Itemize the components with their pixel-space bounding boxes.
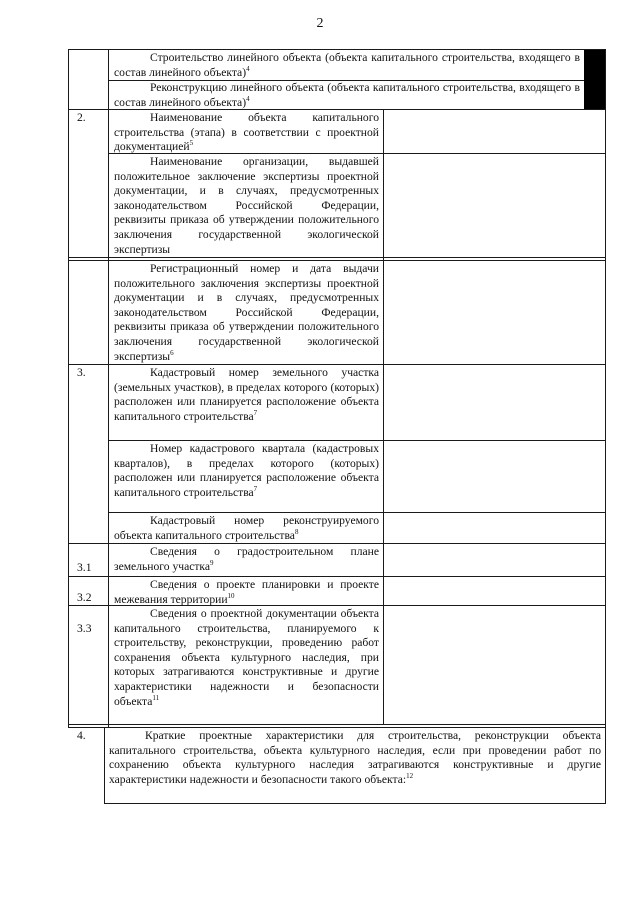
row-project-documentation (114, 607, 379, 709)
rule (109, 512, 606, 513)
footnote-ref: 5 (189, 139, 194, 148)
row-text: Сведения о проектной документации объекта капитального строительства, планируемого к строительству, реконструкции, проведению работ сохранения объекта культурного наследия, при которых затрагиваются конструктивные и другие характеристики надежности и безопасности объекта (114, 607, 379, 708)
footnote-ref: 7 (253, 408, 258, 417)
rule-top (68, 49, 606, 50)
footnote-ref: 6 (170, 348, 174, 357)
rule (68, 576, 606, 577)
rule-bottom (104, 803, 606, 804)
footnote-ref: 10 (227, 591, 235, 600)
row-linear-construction (114, 51, 580, 80)
row-expertise-registration (114, 262, 379, 364)
footnote-ref: 4 (246, 64, 250, 73)
rule (68, 727, 606, 728)
footnote-ref: 9 (210, 558, 214, 567)
row-text: Номер кадастрового квартала (кадастровых кварталов), в пределах которого (которых) расположен или планируется расположение объекта капитального строительства (114, 442, 379, 499)
row-number: 3.2 (77, 591, 92, 604)
row-number: 4. (77, 729, 86, 742)
rule (68, 724, 606, 725)
row-project-characteristics (109, 729, 601, 787)
row-cadastral-quarter (114, 442, 379, 500)
row-territory-plan (114, 578, 379, 607)
row-text: Регистрационный номер и дата выдачи положительного заключения экспертизы проектной документации и в случаях, предусмотренных законодательством Российской Федерации, реквизиты приказа об утверждении положительного заключения государственной экологической экспертизы (114, 262, 379, 363)
row-object-name (114, 111, 379, 155)
footnote-ref: 11 (152, 693, 160, 702)
row-number: 2. (77, 111, 86, 124)
rule (109, 440, 606, 441)
rule-num-col (108, 49, 109, 728)
row-urban-plan (114, 545, 379, 574)
row-text: Сведения о проекте планировки и проекте межевания территории (114, 578, 379, 606)
row-expertise-organization (114, 155, 379, 257)
footnote-ref: 8 (294, 527, 299, 536)
rule (68, 260, 606, 261)
rule-value-col (383, 109, 384, 725)
footnote-ref: 12 (406, 771, 414, 780)
row-number: 3.3 (77, 622, 92, 635)
row-text: Строительство линейного объекта (объекта капитального строительства, входящего в состав линейного объекта) (114, 51, 580, 79)
row-text: Кадастровый номер земельного участка (земельных участков), в пределах которого (которых) расположен или планируется расположение объекта капитального строительства (114, 366, 379, 423)
page-number: 2 (316, 16, 324, 31)
row-text: Наименование организации, выдавшей положительное заключение экспертизы проектной документации, и в случаях, предусмотренных законодательством Российской Федерации, реквизиты приказа об утверждении положительного заключения государственной экологической экспертизы (114, 155, 379, 256)
row-linear-reconstruction (114, 81, 580, 110)
row-text: Краткие проектные характеристики для строительства, реконструкции объекта капитального строительства, объекта культурного наследия, если при проведении работ по сохранению объекта культурного наследия затрагиваются конструктивные и другие характеристики надежности и безопасности такого объекта: (109, 729, 601, 786)
redaction-block-1 (584, 50, 606, 81)
row-cadastral-object (114, 514, 379, 543)
row-text: Кадастровый номер реконструируемого объекта капитального строительства (114, 514, 379, 542)
row-text: Наименование объекта капитального строительства (этапа) в соответствии с проектной документацией (114, 111, 379, 154)
redaction-block-2 (584, 81, 606, 109)
row-text: Реконструкцию линейного объекта (объекта капитального строительства, входящего в состав линейного объекта) (114, 81, 580, 109)
row-cadastral-land (114, 366, 379, 424)
footnote-ref: 4 (246, 94, 250, 103)
footnote-ref: 7 (253, 484, 258, 493)
row-text: Сведения о градостроительном плане земельного участка (114, 545, 379, 573)
row-number: 3.1 (77, 561, 92, 574)
rule-left (68, 49, 69, 728)
row-number: 3. (77, 366, 86, 379)
rule-outer-left (104, 727, 105, 804)
rule-right (605, 49, 606, 804)
